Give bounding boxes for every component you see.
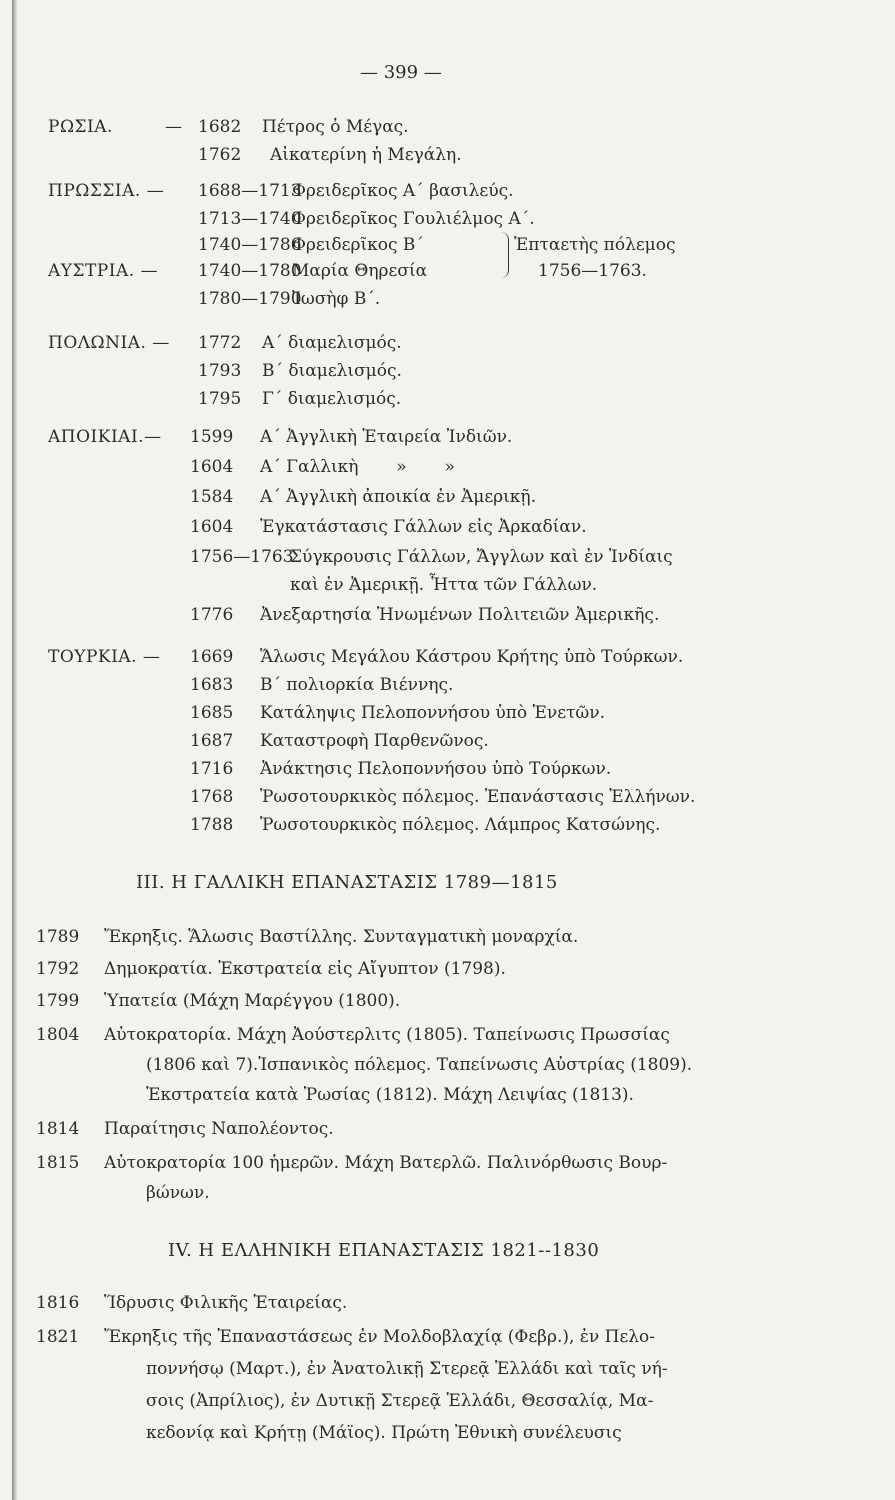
year: 1740—1780 [198,261,302,281]
event: Καταστροφὴ Παρθενῶνος. [260,731,489,751]
war-years: 1756—1763. [538,261,647,281]
event: Ἅλωσις Μεγάλου Κάστρου Κρήτης ὑπὸ Τούρκων. [260,647,684,667]
event: Αὐτοκρατορία. Μάχη Ἀούστερλιτς (1805). Ταπείνωσις Πρωσσίας [104,1025,670,1045]
country-colonies: ΑΠΟΙΚΙΑΙ.— [48,427,162,447]
year: 1762 [198,145,242,165]
year: 1669 [190,647,234,667]
year: 1685 [190,703,234,723]
event: Β΄ πολιορκία Βιέννης. [260,675,454,695]
event: Αἰκατερίνη ἡ Μεγάλη. [270,145,462,165]
dash: — [165,117,182,137]
year: 1688—1713 [198,181,302,201]
event: Α΄ Γαλλικὴ » » [260,457,455,477]
year: 1713—1740 [198,209,302,229]
event-continuation: Ἐκστρατεία κατὰ Ῥωσίας (1812). Μάχη Λειψίας (1813). [146,1085,634,1105]
year: 1740—1786 [198,235,302,255]
year: 1682 [198,117,242,137]
year: 1768 [190,787,234,807]
brace [500,232,509,278]
year: 1821 [36,1327,80,1347]
event: Ἀνάκτησις Πελοποννήσου ὑπὸ Τούρκων. [260,759,612,779]
section-heading-greek-revolution: IV. Η ΕΛΛΗΝΙΚΗ ΕΠΑΝΑΣΤΑΣΙΣ 1821--1830 [168,1240,600,1261]
year: 1799 [36,991,80,1011]
year: 1687 [190,731,234,751]
event: Α΄ διαμελισμός. [262,333,402,353]
event: Γ΄ διαμελισμός. [262,389,402,409]
event: Ἔκρηξις τῆς Ἐπαναστάσεως ἐν Μολδοβλαχίᾳ (Φεβρ.), ἐν Πελο- [104,1327,656,1347]
event: Ἐγκατάστασις Γάλλων εἰς Ἀρκαδίαν. [260,517,587,537]
year: 1789 [36,927,80,947]
event: Μαρία Θηρεσία [292,261,428,281]
year: 1584 [190,487,234,507]
year: 1793 [198,361,242,381]
event-continuation: καὶ ἐν Ἀμερικῇ. Ἧττα τῶν Γάλλων. [290,575,598,595]
year: 1756—1763 [190,547,294,567]
year: 1599 [190,427,234,447]
event-continuation: σοις (Ἀπρίλιος), ἐν Δυτικῇ Στερεᾷ Ἑλλάδι, Θεσσαλίᾳ, Μα- [146,1391,654,1411]
event-continuation: ποννήσῳ (Μαρτ.), ἐν Ἀνατολικῇ Στερεᾷ Ἑλλάδι καὶ ταῖς νή- [146,1359,668,1379]
year: 1716 [190,759,234,779]
war-note: Ἑπταετὴς πόλεμος [514,235,676,255]
year: 1816 [36,1293,80,1313]
year: 1604 [190,517,234,537]
year: 1792 [36,959,80,979]
event: Φρειδερῖκος Γουλιέλμος Α΄. [292,209,535,229]
event: Ὑπατεία (Μάχη Μαρέγγου (1800). [104,991,401,1011]
country-prussia: ΠΡΩΣΣΙΑ. — [48,181,165,201]
event: Δημοκρατία. Ἐκστρατεία εἰς Αἴγυπτον (1798). [104,959,506,979]
country-poland: ΠΟΛΩΝΙΑ. — [48,333,170,353]
page-number: — 399 — [360,62,442,83]
country-russia: ΡΩΣΙΑ. [48,117,113,137]
country-austria: ΑΥΣΤΡΙΑ. — [48,261,159,281]
event: Φρειδερῖκος Α΄ βασιλεύς. [292,181,514,201]
event: Ῥωσοτουρκικὸς πόλεμος. Λάμπρος Κατσώνης. [260,815,661,835]
year: 1804 [36,1025,80,1045]
event: Φρειδερῖκος Β΄ [292,235,424,255]
event-continuation: βώνων. [146,1183,210,1203]
year: 1815 [36,1153,80,1173]
event: Ἰωσὴφ Β΄. [292,289,381,309]
year: 1788 [190,815,234,835]
event: Α΄ Ἀγγλικὴ ἀποικία ἐν Ἀμερικῇ. [260,487,537,507]
year: 1776 [190,605,234,625]
event: Ῥωσοτουρκικὸς πόλεμος. Ἐπανάστασις Ἑλλήνων. [260,787,696,807]
section-heading-french-revolution: III. Η ΓΑΛΛΙΚΗ ΕΠΑΝΑΣΤΑΣΙΣ 1789—1815 [136,872,558,893]
year: 1683 [190,675,234,695]
year: 1604 [190,457,234,477]
page-binding-edge [12,0,18,1500]
year: 1772 [198,333,242,353]
event: Α΄ Ἀγγλικὴ Ἑταιρεία Ἰνδιῶν. [260,427,513,447]
event: Παραίτησις Ναπολέοντος. [104,1119,334,1139]
event-continuation: κεδονίᾳ καὶ Κρήτῃ (Μάϊος). Πρώτη Ἐθνικὴ συνέλευσις [146,1423,622,1443]
event-continuation: (1806 καὶ 7).Ἱσπανικὸς πόλεμος. Ταπείνωσις Αὐστρίας (1809). [146,1055,693,1075]
event: Ἔκρηξις. Ἅλωσις Βαστίλλης. Συνταγματικὴ μοναρχία. [104,927,579,947]
event: Ἀνεξαρτησία Ἡνωμένων Πολιτειῶν Ἀμερικῆς. [260,605,660,625]
year: 1780—1790 [198,289,302,309]
event: Β΄ διαμελισμός. [262,361,402,381]
year: 1814 [36,1119,80,1139]
event: Σύγκρουσις Γάλλων, Ἄγγλων καὶ ἐν Ἰνδίαις [290,547,673,567]
country-turkey: ΤΟΥΡΚΙΑ. — [48,647,161,667]
event: Πέτρος ὁ Μέγας. [262,117,409,137]
event: Κατάληψις Πελοποννήσου ὑπὸ Ἑνετῶν. [260,703,606,723]
event: Ἵδρυσις Φιλικῆς Ἑταιρείας. [104,1293,348,1313]
year: 1795 [198,389,242,409]
event: Αὐτοκρατορία 100 ἡμερῶν. Μάχη Βατερλῶ. Παλινόρθωσις Βουρ- [104,1153,668,1173]
